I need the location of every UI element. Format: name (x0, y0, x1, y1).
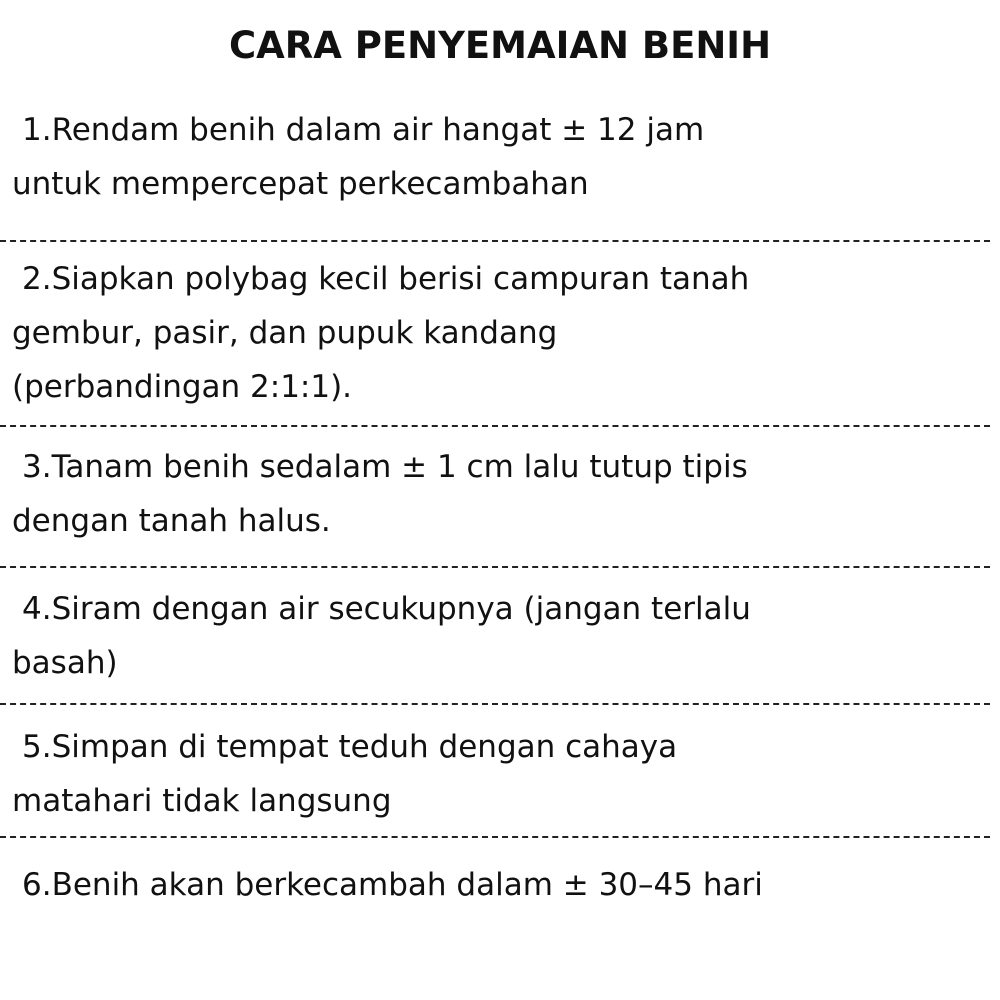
step-2-line-1: 2.Siapkan polybag kecil berisi campuran tanah (22, 261, 750, 297)
dashed-divider (0, 703, 990, 705)
step-2 (12, 252, 992, 414)
step-5-line-2: matahari tidak langsung (12, 783, 392, 819)
step-3-line-1: 3.Tanam benih sedalam ± 1 cm lalu tutup tipis (22, 449, 748, 485)
step-1 (12, 103, 992, 211)
page-title: CARA PENYEMAIAN BENIH (228, 24, 772, 67)
step-5 (12, 720, 992, 828)
dashed-divider (0, 566, 990, 568)
step-4-line-1: 4.Siram dengan air secukupnya (jangan terlalu (22, 591, 751, 627)
dashed-divider (0, 425, 990, 427)
step-6-line-1: 6.Benih akan berkecambah dalam ± 30–45 hari (22, 867, 763, 903)
step-3-line-2: dengan tanah halus. (12, 503, 331, 539)
step-5-line-1: 5.Simpan di tempat teduh dengan cahaya (22, 729, 678, 765)
dashed-divider (0, 240, 990, 242)
step-2-line-2: gembur, pasir, dan pupuk kandang (12, 315, 558, 351)
step-1-line-1: 1.Rendam benih dalam air hangat ± 12 jam (22, 112, 705, 148)
step-2-line-3: (perbandingan 2:1:1). (12, 369, 353, 405)
dashed-divider (0, 836, 990, 838)
step-1-line-2: untuk mempercepat perkecambahan (12, 166, 589, 202)
step-3 (12, 440, 992, 548)
step-4-line-2: basah) (12, 645, 118, 681)
step-6 (12, 858, 992, 912)
step-4 (12, 582, 992, 690)
